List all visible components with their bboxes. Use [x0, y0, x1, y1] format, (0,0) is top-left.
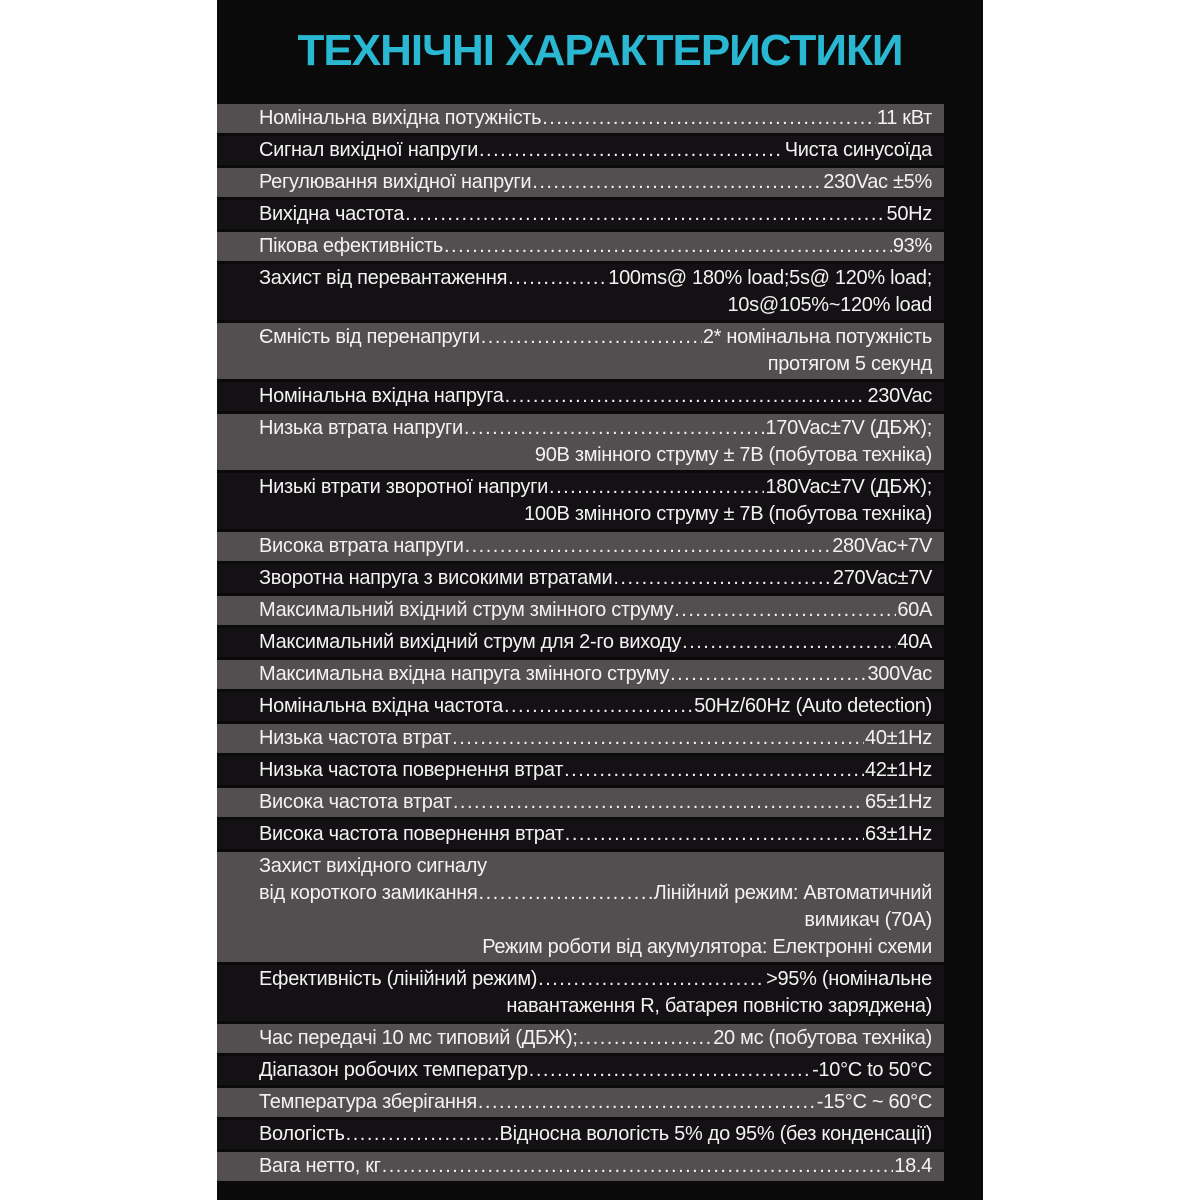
spec-value: 40±1Hz [865, 727, 932, 749]
spec-row [217, 232, 944, 261]
dot-leader [505, 383, 867, 410]
spec-row [217, 788, 944, 817]
spec-value: 20 мс (побутова техніка) [713, 1027, 932, 1049]
spec-value: Відносна вологість 5% до 95% (без конденсації) [499, 1123, 932, 1145]
dot-leader [670, 661, 866, 688]
spec-row [217, 382, 944, 411]
spec-label: Номінальна вихідна потужність [259, 107, 542, 129]
spec-label: Регулювання вихідної напруги [259, 171, 532, 193]
spec-value: 50Hz/60Hz (Auto detection) [694, 695, 932, 717]
spec-label: Час передачі 10 мс типовий (ДБЖ); [259, 1027, 578, 1049]
dot-leader [481, 324, 702, 351]
spec-row [217, 136, 944, 165]
spec-value: 100В змінного струму ± 7В (побутова техніка) [524, 503, 932, 525]
spec-row [217, 168, 944, 197]
spec-value: навантаження R, батарея повністю заряджена) [506, 995, 932, 1017]
spec-value: 2* номінальна потужність [702, 326, 932, 348]
spec-row [217, 564, 944, 593]
dot-leader [538, 966, 765, 993]
spec-value: вимикач (70А) [804, 909, 932, 931]
spec-label: Максимальна вхідна напруга змінного струму [259, 663, 670, 685]
dot-leader [452, 725, 864, 752]
spec-label: Діапазон робочих температур [259, 1059, 528, 1081]
spec-value: 230Vac [867, 385, 932, 407]
spec-label: Вага нетто, кг [259, 1155, 381, 1177]
spec-label: Низька втрата напруги [259, 417, 463, 439]
spec-row [217, 1088, 944, 1117]
spec-label: Номінальна вхідна частота [259, 695, 503, 717]
dot-leader [382, 1153, 894, 1180]
dot-leader [479, 880, 653, 907]
spec-row [217, 756, 944, 785]
spec-panel [217, 0, 983, 1200]
spec-row [217, 1120, 944, 1149]
spec-row [217, 660, 944, 689]
spec-value: 90В змінного струму ± 7В (побутова техніка) [534, 444, 932, 466]
spec-row [217, 1056, 944, 1085]
spec-value: -10°C to 50°C [812, 1059, 932, 1081]
spec-value: -15°C ~ 60°C [816, 1091, 932, 1113]
spec-row [217, 965, 944, 1021]
spec-label: від короткого замикання [259, 882, 478, 904]
spec-row [217, 1024, 944, 1053]
spec-label: Захист вихідного сигналу [259, 855, 487, 877]
dot-leader [444, 233, 892, 260]
spec-label: Низька частота втрат [259, 727, 452, 749]
spec-row [217, 820, 944, 849]
spec-row [217, 852, 944, 962]
spec-row [217, 104, 944, 133]
spec-label: Сигнал вихідної напруги [259, 139, 478, 161]
spec-label: Ємність від перенапруги [259, 326, 480, 348]
spec-value: 93% [892, 235, 932, 257]
spec-label: Вологість [259, 1123, 345, 1145]
dot-leader [542, 105, 876, 132]
spec-label: Ефективність (лінійний режим) [259, 968, 538, 990]
spec-row [217, 532, 944, 561]
spec-value: 40A [897, 631, 932, 653]
spec-label: Низькі втрати зворотної напруги [259, 476, 549, 498]
dot-leader [346, 1121, 499, 1148]
dot-leader [565, 821, 864, 848]
dot-leader [549, 474, 764, 501]
spec-value: 60A [897, 599, 932, 621]
spec-label: Зворотна напруга з високими втратами [259, 567, 613, 589]
spec-value: Чиста синусоїда [784, 139, 932, 161]
spec-value: 280Vac+7V [832, 535, 932, 557]
spec-row [217, 628, 944, 657]
spec-label: Пікова ефективність [259, 235, 443, 257]
dot-leader [464, 415, 765, 442]
page-title: ТЕХНІЧНІ ХАРАКТЕРИСТИКИ [297, 26, 903, 75]
dot-leader [465, 533, 832, 560]
dot-leader [508, 265, 607, 292]
spec-value: 100ms@ 180% load;5s@ 120% load; [608, 267, 932, 289]
spec-value: 230Vac ±5% [823, 171, 932, 193]
dot-leader [479, 137, 784, 164]
spec-value: 170Vac±7V (ДБЖ); [765, 417, 932, 439]
spec-value: 42±1Hz [865, 759, 932, 781]
dot-leader [613, 565, 832, 592]
dot-leader [405, 201, 885, 228]
spec-row [217, 724, 944, 753]
spec-value: 65±1Hz [865, 791, 932, 813]
spec-value: 270Vac±7V [832, 567, 932, 589]
spec-row [217, 473, 944, 529]
spec-value: 300Vac [867, 663, 932, 685]
spec-label: Номінальна вхідна напруга [259, 385, 504, 407]
dot-leader [453, 789, 864, 816]
dot-leader [682, 629, 896, 656]
spec-row [217, 200, 944, 229]
spec-label: Висока втрата напруги [259, 535, 464, 557]
dot-leader [564, 757, 864, 784]
spec-row [217, 1152, 944, 1181]
spec-label: Захист від перевантаження [259, 267, 508, 289]
spec-value: Режим роботи від акумулятора: Електронні схеми [482, 936, 932, 958]
spec-value: 50Hz [886, 203, 932, 225]
spec-label: Температура зберігання [259, 1091, 477, 1113]
dot-leader [579, 1025, 713, 1052]
dot-leader [478, 1089, 816, 1116]
spec-row [217, 323, 944, 379]
spec-label: Висока частота повернення втрат [259, 823, 564, 845]
spec-label: Висока частота втрат [259, 791, 452, 813]
spec-row [217, 692, 944, 721]
spec-row [217, 414, 944, 470]
spec-value: 10s@105%~120% load [727, 294, 932, 316]
dot-leader [532, 169, 822, 196]
spec-label: Максимальний вихідний струм для 2-го виходу [259, 631, 682, 653]
spec-row [217, 264, 944, 320]
spec-label: Низька частота повернення втрат [259, 759, 564, 781]
spec-value: 18.4 [894, 1155, 932, 1177]
spec-label: Вихідна частота [259, 203, 405, 225]
spec-value: протягом 5 секунд [767, 353, 932, 375]
spec-row [217, 596, 944, 625]
spec-value: 180Vac±7V (ДБЖ); [765, 476, 932, 498]
dot-leader [504, 693, 693, 720]
dot-leader [674, 597, 896, 624]
spec-value: 63±1Hz [865, 823, 932, 845]
spec-value: Лінійний режим: Автоматичний [653, 882, 932, 904]
spec-value: 11 кВт [876, 107, 932, 129]
spec-value: >95% (номінальне [766, 968, 932, 990]
spec-label: Максимальний вхідний струм змінного струму [259, 599, 674, 621]
spec-table [217, 104, 944, 1181]
dot-leader [529, 1057, 811, 1084]
